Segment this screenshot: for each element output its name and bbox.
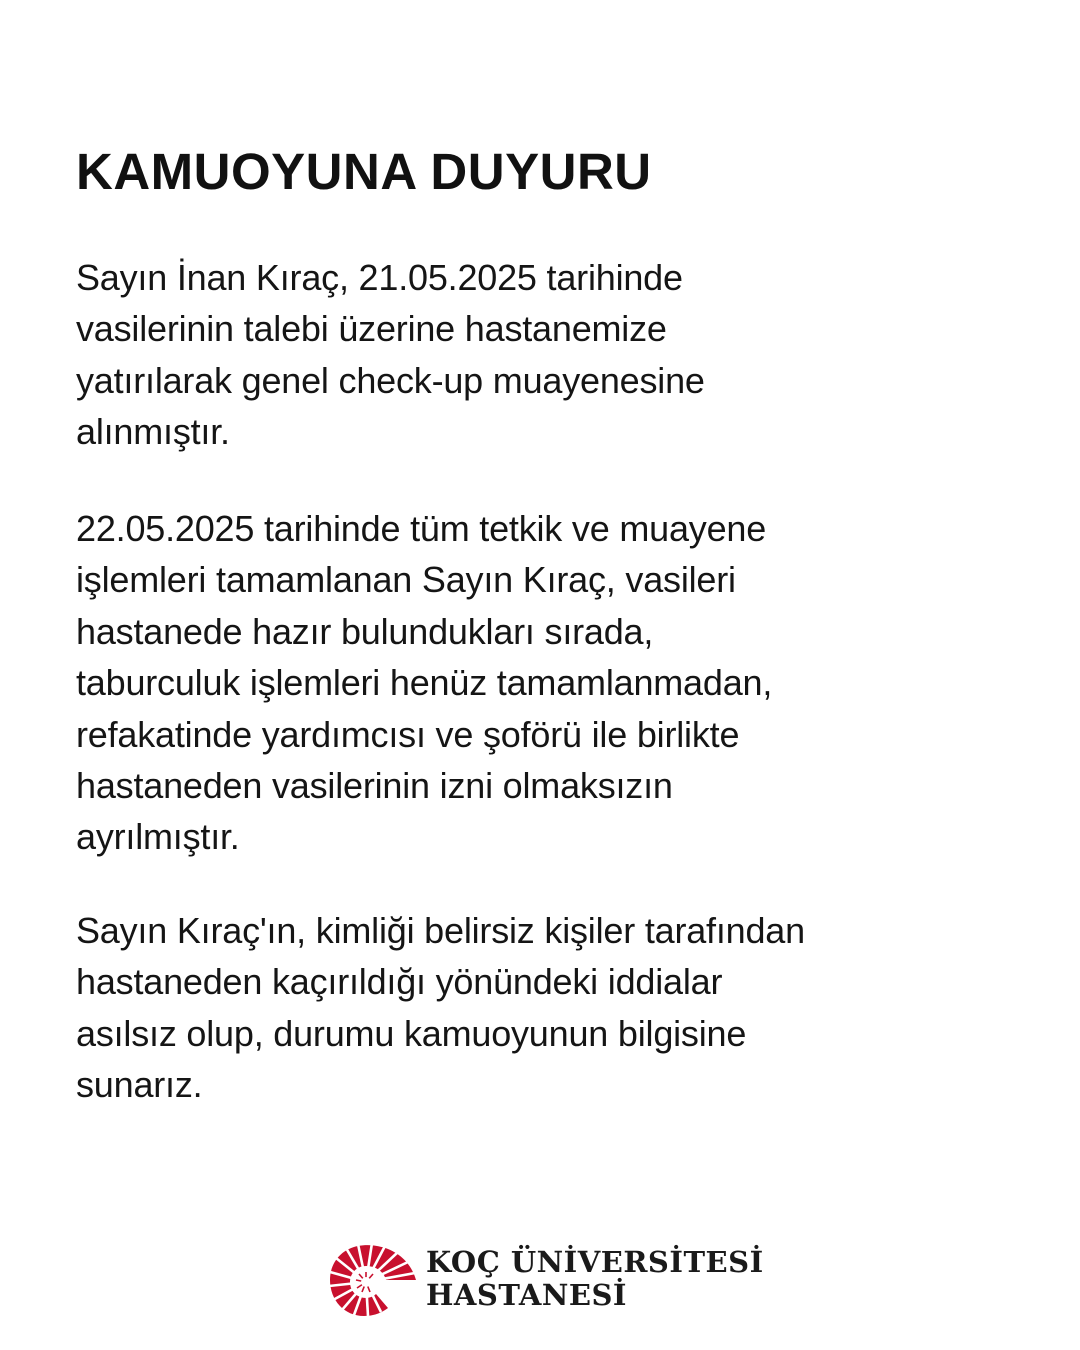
text-line: taburculuk işlemleri henüz tamamlanmadan, bbox=[76, 662, 773, 704]
text-line: işlemleri tamamlanan Sayın Kıraç, vasileri bbox=[76, 559, 736, 601]
text-line: 22.05.2025 tarihinde tüm tetkik ve muayene bbox=[76, 508, 767, 549]
text-line: alınmıştır. bbox=[76, 411, 230, 453]
text-line: asılsız olup, durumu kamuoyunun bilgisine bbox=[76, 1012, 747, 1054]
logo-line-2: HASTANESİ bbox=[426, 1278, 627, 1312]
text-line: hastaneden vasilerinin izni olmaksızın bbox=[76, 765, 673, 807]
text-line: hastanede hazır bulundukları sırada, bbox=[76, 610, 654, 652]
text-line: yatırılarak genel check-up muayenesine bbox=[76, 359, 705, 401]
hospital-logo bbox=[328, 1240, 764, 1318]
text-line: vasilerinin talebi üzerine hastanemize bbox=[76, 308, 667, 350]
text-line: Sayın Kıraç'ın, kimliği belirsiz kişiler tarafından bbox=[76, 910, 805, 951]
paragraph-1 bbox=[76, 252, 705, 458]
text-line: hastaneden kaçırıldığı yönündeki iddialar bbox=[76, 961, 723, 1003]
page-title: KAMUOYUNA DUYURU bbox=[76, 143, 652, 200]
logo-wordmark bbox=[426, 1246, 764, 1312]
text-line: sunarız. bbox=[76, 1064, 203, 1106]
text-line: ayrılmıştır. bbox=[76, 816, 240, 858]
text-line: refakatinde yardımcısı ve şoförü ile birlikte bbox=[76, 713, 740, 755]
logo-line-1: KOÇ ÜNİVERSİTESİ bbox=[426, 1245, 764, 1279]
text-line: Sayın İnan Kıraç, 21.05.2025 tarihinde bbox=[76, 257, 683, 298]
paragraph-2 bbox=[76, 503, 772, 863]
paragraph-3 bbox=[76, 905, 805, 1111]
nautilus-shell-icon bbox=[328, 1242, 420, 1316]
